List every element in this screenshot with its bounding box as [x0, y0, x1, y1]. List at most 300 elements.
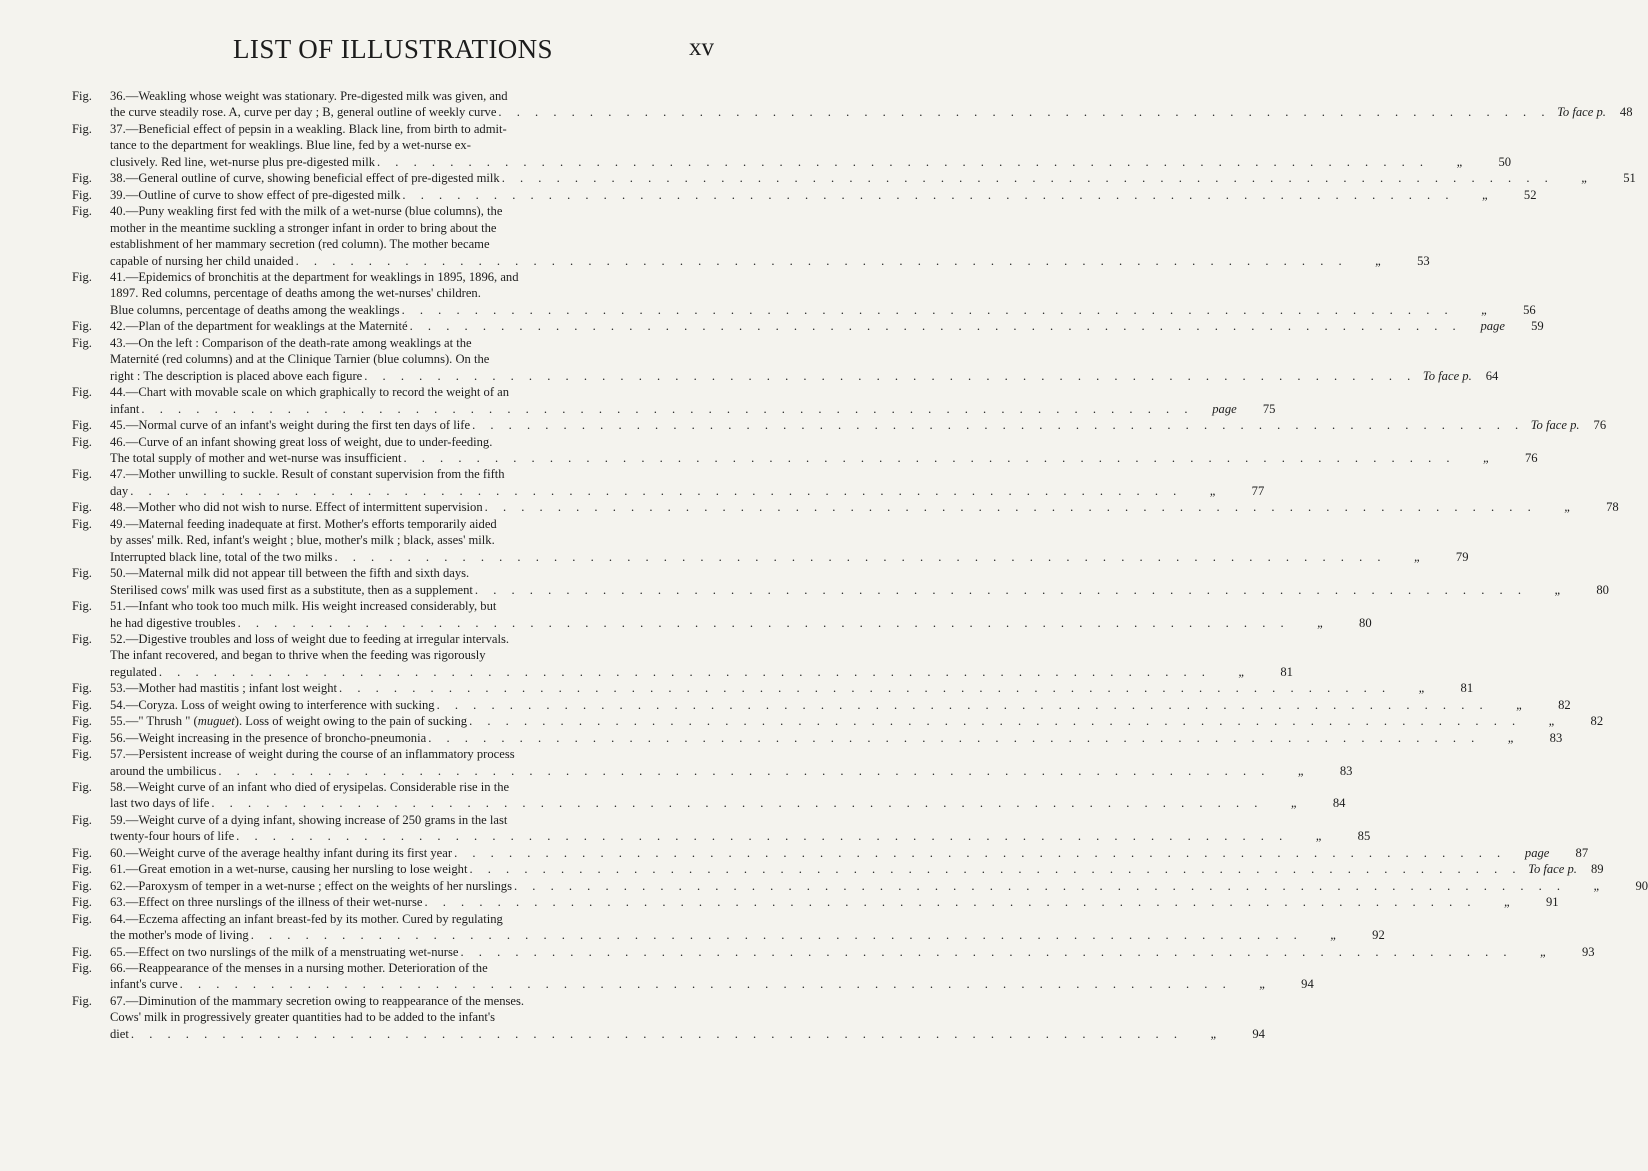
page-number-ref: 80 [1359, 615, 1372, 630]
page-reference-label: „ [1456, 154, 1464, 169]
list-entry [72, 993, 1265, 1042]
figure-number: 61. [110, 862, 126, 877]
figure-label: Fig. [72, 566, 92, 581]
list-entry [72, 121, 1512, 170]
page-reference-label: „ [1481, 302, 1489, 317]
page-reference-label: „ [1548, 714, 1556, 729]
page-number-ref: 87 [1575, 845, 1589, 860]
page-number-ref: 91 [1545, 895, 1559, 910]
entry-caption-text: 1897. Red columns, percentage of deaths among the wet-nurses' children. [110, 286, 481, 301]
figure-number: 40. [110, 204, 126, 219]
entry-body [110, 911, 1385, 944]
entry-body [110, 697, 1571, 713]
dot-leader: . . . . . . . . . . . . . . . . . . . . . . . . . . . . . . . . . . . . . . . . . . . . . . . . . . . . . . . . . . [141, 401, 1194, 416]
entry-caption-text: —Paroxysm of temper in a wet-nurse ; effect on the weights of her nurslings [125, 878, 512, 893]
dot-leader: . . . . . . . . . . . . . . . . . . . . . . . . . . . . . . . . . . . . . . . . . . . . . . . . . . . . . . . . . . [424, 895, 1477, 910]
figure-label: Fig. [72, 599, 92, 614]
entry-line [110, 944, 1595, 960]
figure-label: Fig. [72, 434, 92, 449]
page-number-ref: 76 [1524, 450, 1538, 465]
entry-caption-text: twenty-four hours of life [110, 829, 235, 844]
entry-line [110, 845, 1589, 861]
figure-number: 45. [110, 418, 126, 433]
entry-line [110, 549, 1469, 565]
entry-body [110, 88, 1633, 121]
entry-caption-text: day [110, 483, 129, 498]
dot-leader: . . . . . . . . . . . . . . . . . . . . . . . . . . . . . . . . . . . . . . . . . . . . . . . . . . . . . . . . . . [472, 418, 1525, 433]
dot-leader: . . . . . . . . . . . . . . . . . . . . . . . . . . . . . . . . . . . . . . . . . . . . . . . . . . . . . . . . . . [454, 845, 1507, 860]
page-number-ref: 90 [1635, 878, 1648, 893]
entry-line [110, 598, 714, 614]
page-number-ref: 78 [1606, 500, 1619, 515]
entry-line [110, 730, 1563, 746]
entry-caption-text: right : The description is placed above each figure [110, 368, 363, 383]
entry-caption-text: Cows' milk in progressively greater quantities had to be added to the infant's [110, 1010, 496, 1025]
figure-number: 42. [110, 319, 126, 334]
entry-body [110, 170, 1636, 186]
page-number-ref: 93 [1581, 944, 1595, 959]
entry-line [110, 615, 1372, 631]
figure-label: Fig. [72, 845, 92, 860]
entry-body [110, 384, 1276, 417]
page-reference-label: „ [1593, 878, 1601, 893]
entry-line [110, 351, 714, 367]
page-reference-label: „ [1507, 730, 1515, 745]
entry-body [110, 466, 1265, 499]
page-number: xv [689, 34, 714, 61]
entry-body [110, 565, 1609, 598]
entry-body [110, 121, 1512, 170]
page-number-ref: 56 [1523, 302, 1536, 317]
page-number-ref: 80 [1596, 582, 1609, 597]
page-reference-label: page [1480, 319, 1505, 334]
figure-number: 39. [110, 187, 126, 202]
entry-caption-text: —Reappearance of the menses in a nursing mother. Deterioration of the [125, 961, 488, 976]
entry-caption-text: diet [110, 1026, 129, 1041]
entry-caption-text: —Epidemics of bronchitis at the department for weaklings in 1895, 1896, and [125, 269, 519, 284]
entry-line [110, 960, 714, 976]
list-entry [72, 680, 1474, 696]
entry-line [110, 828, 1371, 844]
entry-line [110, 335, 714, 351]
entry-line [110, 582, 1609, 598]
entry-caption-text: around the umbilicus [110, 763, 217, 778]
entry-line [110, 450, 1538, 466]
entry-body [110, 499, 1619, 515]
dot-leader: . . . . . . . . . . . . . . . . . . . . . . . . . . . . . . . . . . . . . . . . . . . . . . . . . . . . . . . . . . [211, 796, 1264, 811]
list-entry [72, 878, 1648, 894]
illustrations-list [72, 88, 1648, 1042]
entry-body [110, 434, 1538, 467]
entry-caption-text: —Maternal feeding inadequate at first. Mother's efforts temporarily aided [125, 516, 497, 531]
entry-line [110, 795, 1346, 811]
entry-caption-text: —Curve of an infant showing great loss of weight, due to under-feeding. [125, 434, 493, 449]
page-reference-label: „ [1554, 582, 1562, 597]
entry-line [110, 779, 714, 795]
entry-caption-text: —Puny weakling first fed with the milk of a wet-nurse (blue columns), the [125, 204, 503, 219]
page-number-ref: 92 [1372, 928, 1385, 943]
entry-line [110, 680, 1474, 696]
entry-caption-text: —Plan of the department for weaklings at the Maternité [125, 319, 408, 334]
entry-line [110, 927, 1385, 943]
dot-leader: . . . . . . . . . . . . . . . . . . . . . . . . . . . . . . . . . . . . . . . . . . . . . . . . . . . . . . . . . . [498, 105, 1551, 120]
entry-line [110, 894, 1559, 910]
entry-caption-text: Interrupted black line, total of the two milks [110, 549, 333, 564]
entry-caption-text: —Digestive troubles and loss of weight due to feeding at irregular intervals. [125, 631, 510, 646]
entry-body [110, 631, 1293, 680]
entry-line [110, 878, 1648, 894]
figure-label: Fig. [72, 862, 92, 877]
figure-number: 63. [110, 895, 126, 910]
figure-label: Fig. [72, 385, 92, 400]
page-number-ref: 48 [1619, 105, 1633, 120]
figure-number: 66. [110, 961, 126, 976]
entry-caption-text: —Beneficial effect of pepsin in a weakling. Black line, from birth to admit- [125, 121, 507, 136]
figure-label: Fig. [72, 944, 92, 959]
list-entry [72, 845, 1589, 861]
figure-number: 59. [110, 812, 126, 827]
entry-line [110, 154, 1512, 170]
figure-number: 67. [110, 993, 126, 1008]
dot-leader: . . . . . . . . . . . . . . . . . . . . . . . . . . . . . . . . . . . . . . . . . . . . . . . . . . . . . . . . . . [501, 171, 1554, 186]
entry-caption-text: he had digestive troubles [110, 615, 236, 630]
entry-body [110, 203, 1430, 269]
entry-line [110, 88, 714, 104]
page-number-ref: 84 [1332, 796, 1346, 811]
page-number-ref: 53 [1417, 253, 1430, 268]
entry-caption-text: capable of nursing her child unaided [110, 253, 294, 268]
figure-number: 49. [110, 516, 126, 531]
dot-leader: . . . . . . . . . . . . . . . . . . . . . . . . . . . . . . . . . . . . . . . . . . . . . . . . . . . . . . . . . . [469, 714, 1522, 729]
list-entry [72, 170, 1636, 186]
list-entry [72, 697, 1571, 713]
entry-caption-text: —Weight curve of an infant who died of erysipelas. Considerable rise in the [125, 780, 510, 795]
page-reference-label: „ [1297, 763, 1305, 778]
dot-leader: . . . . . . . . . . . . . . . . . . . . . . . . . . . . . . . . . . . . . . . . . . . . . . . . . . . . . . . . . . [402, 187, 1455, 202]
entry-line [110, 104, 1633, 120]
list-entry [72, 269, 1536, 318]
entry-caption-text: Sterilised cows' milk was used first as a substitute, then as a supplement [110, 582, 473, 597]
figure-number: 57. [110, 747, 126, 762]
page-reference-label: „ [1375, 253, 1383, 268]
dot-leader: . . . . . . . . . . . . . . . . . . . . . . . . . . . . . . . . . . . . . . . . . . . . . . . . . . . . . . . . . . [513, 878, 1567, 893]
list-entry [72, 417, 1607, 433]
page-reference-label: „ [1564, 500, 1572, 515]
page-reference-label: „ [1259, 977, 1267, 992]
page-number-ref: 81 [1460, 681, 1474, 696]
entry-caption-text: regulated [110, 664, 157, 679]
entry-body [110, 516, 1469, 565]
page-number-ref: 75 [1262, 401, 1276, 416]
entry-caption-text: —General outline of curve, showing beneficial effect of pre-digested milk [125, 171, 500, 186]
figure-label: Fig. [72, 631, 92, 646]
figure-number: 46. [110, 434, 126, 449]
figure-label: Fig. [72, 993, 92, 1008]
page-number-ref: 77 [1251, 483, 1265, 498]
entry-body [110, 335, 1499, 384]
figure-label: Fig. [72, 961, 92, 976]
dot-leader: . . . . . . . . . . . . . . . . . . . . . . . . . . . . . . . . . . . . . . . . . . . . . . . . . . . . . . . . . . [339, 681, 1392, 696]
entry-line [110, 1026, 1265, 1042]
page-reference-label: „ [1581, 171, 1589, 186]
page-reference-label: page [1524, 845, 1550, 860]
list-entry [72, 812, 1371, 845]
entry-line [110, 285, 714, 301]
entry-line [110, 713, 1604, 729]
figure-number: 56. [110, 730, 126, 745]
entry-caption-text: The total supply of mother and wet-nurse was insufficient [110, 450, 402, 465]
entry-body [110, 779, 1346, 812]
page-number-ref: 64 [1485, 368, 1499, 383]
entry-line [110, 401, 1276, 417]
entry-caption-text: mother in the meantime suckling a stronger infant in order to bring about the [110, 220, 497, 235]
entry-caption-text: —Weakling whose weight was stationary. Pre-digested milk was given, and [125, 89, 508, 103]
figure-label: Fig. [72, 171, 92, 186]
entry-caption-text: —Weight curve of a dying infant, showing increase of 250 grams in the last [125, 812, 508, 827]
entry-caption-text: —Outline of curve to show effect of pre-digested milk [125, 187, 401, 202]
entry-body [110, 318, 1544, 334]
entry-line [110, 434, 714, 450]
figure-number: 38. [110, 171, 126, 186]
entry-caption-text: tance to the department for weaklings. Blue line, fed by a wet-nurse ex- [110, 138, 471, 153]
entry-line [110, 236, 714, 252]
entry-caption-text: —Mother had mastitis ; infant lost weight [125, 681, 338, 696]
entry-caption-text: —Eczema affecting an infant breast-fed by its mother. Cured by regulating [125, 911, 503, 926]
dot-leader: . . . . . . . . . . . . . . . . . . . . . . . . . . . . . . . . . . . . . . . . . . . . . . . . . . . . . . . . . . [295, 253, 1348, 268]
entry-line [110, 911, 714, 927]
figure-label: Fig. [72, 714, 92, 729]
entry-caption-text: —Effect on three nurslings of the illness of their wet-nurse [125, 895, 423, 910]
entry-line [110, 565, 714, 581]
page-number-ref: 76 [1593, 418, 1607, 433]
entry-caption-text: —Effect on two nurslings of the milk of a menstruating wet-nurse [125, 944, 459, 959]
figure-number: 55. [110, 714, 126, 729]
figure-number: 48. [110, 500, 126, 515]
list-entry [72, 565, 1609, 598]
entry-body [110, 894, 1559, 910]
page-reference-label: „ [1504, 895, 1512, 910]
entry-line [110, 318, 1544, 334]
entry-line [110, 976, 1314, 992]
entry-caption-text: clusively. Red line, wet-nurse plus pre-digested milk [110, 154, 375, 169]
entry-caption-text: last two days of life [110, 796, 210, 811]
page-reference-label: „ [1330, 928, 1338, 943]
page-number-ref: 83 [1549, 730, 1563, 745]
figure-number: 64. [110, 911, 126, 926]
figure-label: Fig. [72, 121, 92, 136]
entry-body [110, 746, 1353, 779]
entry-line [110, 121, 714, 137]
page-reference-label: „ [1414, 549, 1422, 564]
dot-leader: . . . . . . . . . . . . . . . . . . . . . . . . . . . . . . . . . . . . . . . . . . . . . . . . . . . . . . . . . . [474, 582, 1527, 597]
figure-label: Fig. [72, 697, 92, 712]
entry-line [110, 203, 714, 219]
page-number-ref: 94 [1252, 1026, 1265, 1041]
entry-caption-text: —Infant who took too much milk. His weight increased considerably, but [125, 599, 497, 614]
entry-body [110, 598, 1372, 631]
page-reference-label: „ [1290, 796, 1298, 811]
page-reference-label: „ [1315, 829, 1323, 844]
entry-caption-text: —Weight increasing in the presence of broncho-pneumonia [125, 730, 427, 745]
entry-caption-text: —Great emotion in a wet-nurse, causing her nursling to lose weight [125, 862, 468, 877]
entry-line [110, 253, 1430, 269]
list-entry [72, 335, 1499, 384]
dot-leader: . . . . . . . . . . . . . . . . . . . . . . . . . . . . . . . . . . . . . . . . . . . . . . . . . . . . . . . . . . [401, 302, 1454, 317]
page-number-ref: 79 [1455, 549, 1469, 564]
entry-caption-text: —Chart with movable scale on which graphically to record the weight of an [125, 385, 510, 400]
figure-number: 65. [110, 944, 126, 959]
entry-line [110, 417, 1607, 433]
dot-leader: . . . . . . . . . . . . . . . . . . . . . . . . . . . . . . . . . . . . . . . . . . . . . . . . . . . . . . . . . . [469, 862, 1522, 877]
entry-line [110, 763, 1353, 779]
figure-label: Fig. [72, 269, 92, 284]
figure-label: Fig. [72, 418, 92, 433]
entry-line [110, 631, 714, 647]
page-reference-label: „ [1516, 697, 1524, 712]
figure-label: Fig. [72, 895, 92, 910]
entry-line [110, 483, 1265, 499]
entry-caption-text: the curve steadily rose. A, curve per day ; B, general outline of weekly curve [110, 105, 497, 120]
entry-caption-text: Blue columns, percentage of deaths among the weaklings [110, 302, 400, 317]
page-reference-label: To face p. [1557, 105, 1606, 120]
figure-label: Fig. [72, 467, 92, 482]
entry-caption-text: —Diminution of the mammary secretion owing to reappearance of the menses. [125, 993, 525, 1008]
entry-caption-text: the mother's mode of living [110, 928, 249, 943]
entry-line [110, 812, 714, 828]
entry-line [110, 499, 1619, 515]
list-entry [72, 713, 1604, 729]
dot-leader: . . . . . . . . . . . . . . . . . . . . . . . . . . . . . . . . . . . . . . . . . . . . . . . . . . . . . . . . . . [484, 500, 1537, 515]
list-entry [72, 187, 1537, 203]
entry-caption-text: —Normal curve of an infant's weight during the first ten days of life [125, 418, 471, 433]
page-number-ref: 82 [1590, 714, 1604, 729]
entry-body [110, 812, 1371, 845]
list-entry [72, 516, 1469, 565]
dot-leader: . . . . . . . . . . . . . . . . . . . . . . . . . . . . . . . . . . . . . . . . . . . . . . . . . . . . . . . . . . [250, 928, 1303, 943]
figure-number: 50. [110, 566, 126, 581]
entry-line [110, 220, 714, 236]
entry-line [110, 384, 714, 400]
page-number-ref: 50 [1498, 154, 1512, 169]
dot-leader: . . . . . . . . . . . . . . . . . . . . . . . . . . . . . . . . . . . . . . . . . . . . . . . . . . . . . . . . . . [460, 944, 1513, 959]
figure-label: Fig. [72, 812, 92, 827]
entry-caption-text: —Maternal milk did not appear till between the fifth and sixth days. [125, 566, 470, 581]
page-reference-label: To face p. [1528, 862, 1577, 877]
entry-line [110, 746, 714, 762]
list-entry [72, 318, 1544, 334]
list-entry [72, 779, 1346, 812]
figure-label: Fig. [72, 878, 92, 893]
list-entry [72, 203, 1430, 269]
entry-caption-text: —Mother unwilling to suckle. Result of constant supervision from the fifth [125, 467, 505, 482]
entry-body [110, 878, 1648, 894]
page-reference-label: To face p. [1422, 368, 1472, 383]
page-reference-label: „ [1418, 681, 1426, 696]
list-entry [72, 499, 1619, 515]
figure-number: 44. [110, 385, 126, 400]
figure-number: 41. [110, 269, 126, 284]
page-number-ref: 82 [1558, 697, 1571, 712]
page-reference-label: page [1212, 401, 1237, 416]
entry-line [110, 137, 714, 153]
entry-caption-text: establishment of her mammary secretion (red column). The mother became [110, 237, 490, 252]
entry-body [110, 680, 1474, 696]
entry-body [110, 944, 1595, 960]
list-entry [72, 384, 1276, 417]
entry-line [110, 993, 714, 1009]
dot-leader: . . . . . . . . . . . . . . . . . . . . . . . . . . . . . . . . . . . . . . . . . . . . . . . . . . . . . . . . . . [364, 368, 1417, 383]
figure-label: Fig. [72, 780, 92, 795]
page-number-ref: 59 [1531, 319, 1544, 334]
entry-line [110, 697, 1571, 713]
entry-caption-text: —On the left : Comparison of the death-rate among weaklings at the [125, 335, 472, 350]
entry-caption-text: Maternité (red columns) and at the Clinique Tarnier (blue columns). On the [110, 352, 490, 367]
entry-body [110, 993, 1265, 1042]
dot-leader: . . . . . . . . . . . . . . . . . . . . . . . . . . . . . . . . . . . . . . . . . . . . . . . . . . . . . . . . . . [130, 1026, 1183, 1041]
figure-label: Fig. [72, 730, 92, 745]
entry-line [110, 861, 1604, 877]
dot-leader: . . . . . . . . . . . . . . . . . . . . . . . . . . . . . . . . . . . . . . . . . . . . . . . . . . . . . . . . . . [130, 483, 1183, 498]
list-entry [72, 894, 1559, 910]
figure-label: Fig. [72, 319, 92, 334]
entry-line [110, 647, 714, 663]
page-reference-label: „ [1210, 1026, 1218, 1041]
dot-leader: . . . . . . . . . . . . . . . . . . . . . . . . . . . . . . . . . . . . . . . . . . . . . . . . . . . . . . . . . . [218, 763, 1271, 778]
list-entry [72, 466, 1265, 499]
entry-body [110, 187, 1537, 203]
entry-line [110, 187, 1537, 203]
entry-line [110, 170, 1636, 186]
page-number-ref: 81 [1280, 664, 1293, 679]
dot-leader: . . . . . . . . . . . . . . . . . . . . . . . . . . . . . . . . . . . . . . . . . . . . . . . . . . . . . . . . . . [436, 697, 1489, 712]
figure-number: 52. [110, 631, 126, 646]
entry-body [110, 269, 1536, 318]
figure-number: 51. [110, 599, 126, 614]
entry-caption-text: —Coryza. Loss of weight owing to interference with sucking [125, 697, 435, 712]
list-entry [72, 861, 1604, 877]
entry-line [110, 532, 714, 548]
figure-number: 58. [110, 780, 126, 795]
dot-leader: . . . . . . . . . . . . . . . . . . . . . . . . . . . . . . . . . . . . . . . . . . . . . . . . . . . . . . . . . . [179, 977, 1232, 992]
entry-line [110, 516, 714, 532]
list-entry [72, 730, 1563, 746]
dot-leader: . . . . . . . . . . . . . . . . . . . . . . . . . . . . . . . . . . . . . . . . . . . . . . . . . . . . . . . . . . [377, 154, 1430, 169]
page-reference-label: To face p. [1530, 418, 1580, 433]
dot-leader: . . . . . . . . . . . . . . . . . . . . . . . . . . . . . . . . . . . . . . . . . . . . . . . . . . . . . . . . . . [428, 730, 1481, 745]
dot-leader: . . . . . . . . . . . . . . . . . . . . . . . . . . . . . . . . . . . . . . . . . . . . . . . . . . . . . . . . . . [158, 664, 1211, 679]
entry-body [110, 861, 1604, 877]
figure-number: 62. [110, 878, 126, 893]
figure-number: 47. [110, 467, 126, 482]
entry-caption-text: by asses' milk. Red, infant's weight ; blue, mother's milk ; black, asses' milk. [110, 533, 495, 548]
list-entry [72, 631, 1293, 680]
entry-caption-text: —Weight curve of the average healthy infant during its first year [125, 845, 453, 860]
entry-caption-text: —" Thrush " (muguet). Loss of weight owing to the pain of sucking [125, 714, 468, 729]
figure-number: 36. [110, 89, 126, 103]
figure-label: Fig. [72, 681, 92, 696]
page-reference-label: „ [1540, 944, 1548, 959]
list-entry [72, 746, 1353, 779]
figure-label: Fig. [72, 187, 92, 202]
page-reference-label: „ [1209, 483, 1217, 498]
page-title: LIST OF ILLUSTRATIONS [233, 34, 553, 64]
entry-line [110, 466, 714, 482]
entry-caption-text: —Mother who did not wish to nurse. Effect of intermittent supervision [125, 500, 483, 515]
page-number-ref: 51 [1623, 171, 1636, 186]
list-entry [72, 911, 1385, 944]
figure-label: Fig. [72, 500, 92, 515]
page-reference-label: „ [1483, 450, 1491, 465]
